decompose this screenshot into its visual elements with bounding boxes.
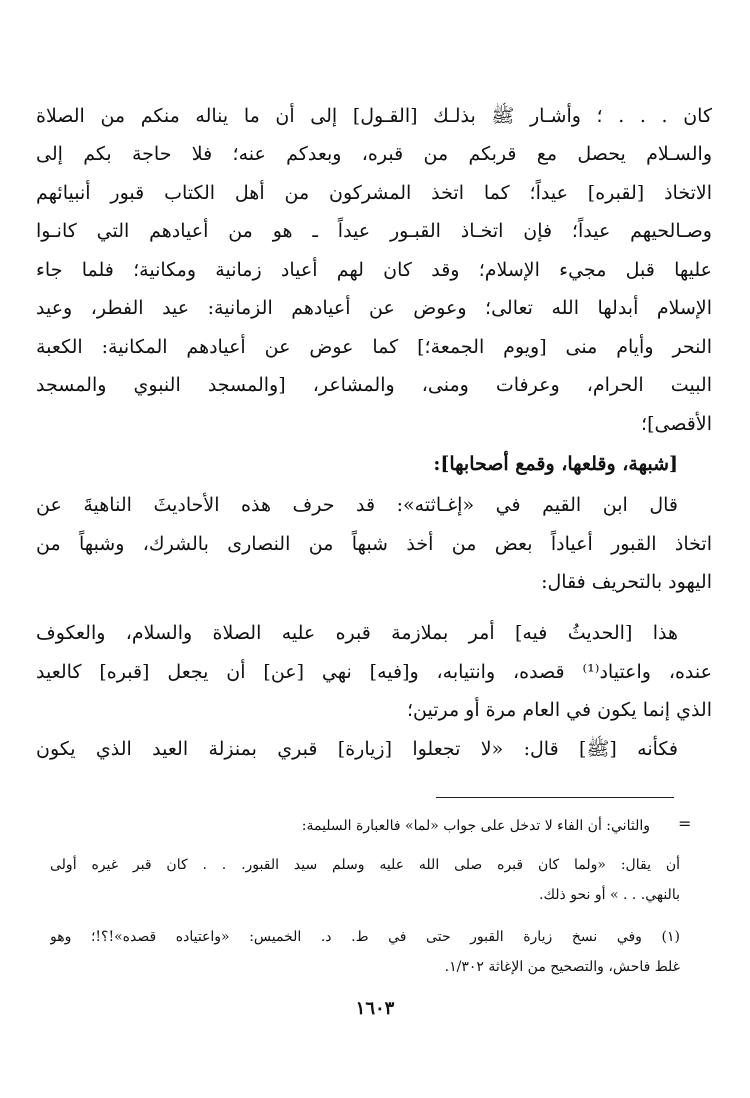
body-line: كان . . . ؛ وأشـار ﷺ بذلـك [القـول] إلى أن ما يناله منكم من الصلاة <box>36 105 712 127</box>
footnote-line: بالنهي. . . » أو نحو ذلك. <box>539 887 680 903</box>
footnote-line: والثاني: أن الفاء لا تدخل على جواب «لما» فالعبارة السليمة: <box>301 818 650 834</box>
quote-line: هذا [الحديثُ فيه] أمر بملازمة قبره عليه الصلاة والسلام، والعكوف <box>36 622 678 644</box>
section-heading: [شبهة، وقلعها، وقمع أصحابها]: <box>433 453 678 475</box>
footnote-1-cont: غلط فاحش، والتصحيح من الإغاثة ١/٣٠٢. <box>444 959 680 975</box>
quote-line: فكأنه [ﷺ] قال: «لا تجعلوا [زيارة] قبري بمنزلة العيد الذي يكون <box>36 738 678 760</box>
body-line: النحر وأيام منى [ويوم الجمعة؛] كما عوض عن أعيادهم المكانية: الكعبة <box>36 336 712 358</box>
body-line: الاتخاذ [لقبره] عيداً؛ كما اتخذ المشركون من أهل الكتاب قبور أنبيائهم <box>36 182 712 204</box>
page-number: ١٦٠٣ <box>355 998 395 1019</box>
intro-line: قال ابن القيم في «إغـاثته»: قد حرف هذه الأحاديثَ الناهيةَ عن <box>36 494 678 516</box>
quote-line: الذي إنما يكون في العام مرة أو مرتين؛ <box>406 699 712 721</box>
body-line: عليها قبل مجيء الإسلام؛ وقد كان لهم أعياد زمانية ومكانية؛ فلما جاء <box>36 259 712 281</box>
intro-line: اليهود بالتحريف فقال: <box>541 571 712 593</box>
intro-line: اتخاذ القبور أعياداً بعض من أخذ شبهاً من النصارى بالشرك، وشبهاً من <box>36 533 712 555</box>
body-line: الأقصى]؛ <box>641 413 712 435</box>
body-line: والسـلام يحصل مع قربكم من قبره، وبعدكم عنه؛ فلا حاجة بكم إلى <box>36 143 712 165</box>
body-line: وصـالحيهم عيداً؛ فإن اتخـاذ القبـور عيداً ـ هو من أعيادهم التي كانـوا <box>36 220 712 242</box>
body-line: الإسلام أبدلها الله تعالى؛ وعوض عن أعيادهم الزمانية: عيد الفطر، وعيد <box>36 297 712 319</box>
body-line: البيت الحرام، وعرفات ومنى، والمشاعر، [والمسجد النبوي والمسجد <box>36 374 712 396</box>
footnote-continuation-mark: = <box>678 814 692 833</box>
footnote-1: (١) وفي نسخ زيارة القبور حتى في ط. د. الخميس: «واعتياده قصده»!؟!؛ وهو <box>50 929 680 945</box>
footnote-line: أن يقال: «ولما كان قبره صلى الله عليه وسلم سيد القبور. . . كان قبر غيره أولى <box>50 857 680 873</box>
footnote-separator <box>436 797 674 798</box>
quote-line: عنده، واعتياد⁽¹⁾ قصده، وانتيابه، و[فيه] نهي [عن] أن يجعل [قبره] كالعيد <box>36 661 712 683</box>
